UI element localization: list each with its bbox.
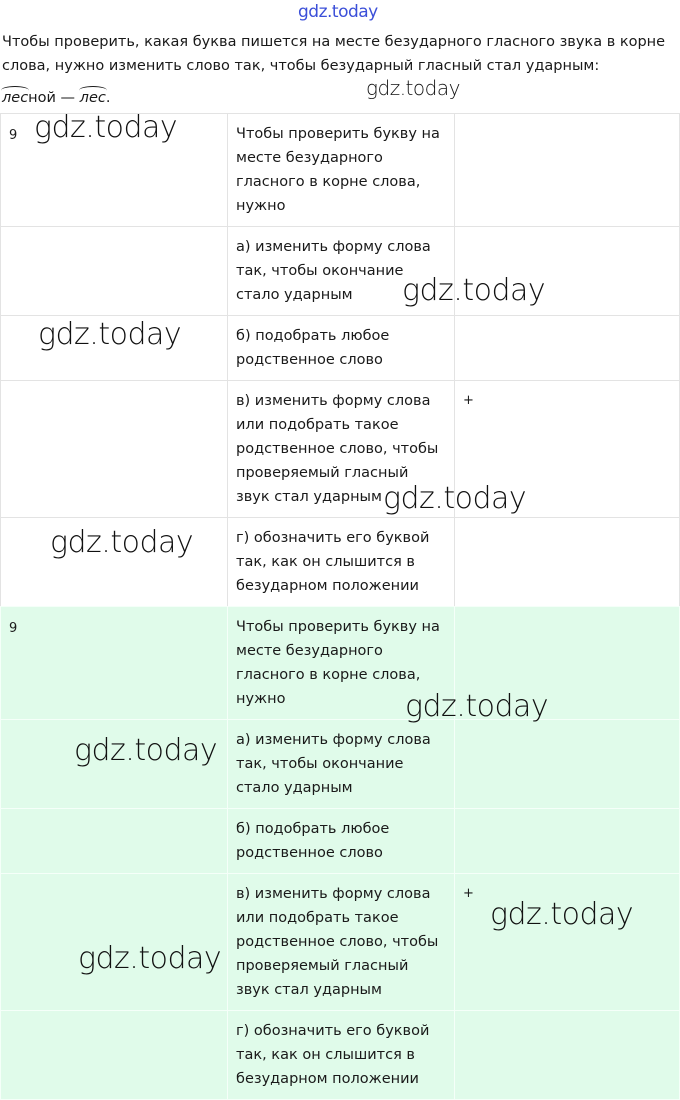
answer-mark — [455, 720, 680, 809]
question-number: 9 — [1, 114, 228, 227]
answer-mark — [455, 227, 680, 316]
watermark: gdz.today — [34, 110, 178, 145]
answer-mark: + — [455, 874, 680, 1011]
watermark: gdz.today — [405, 689, 549, 724]
table-row — [1, 720, 680, 809]
table-row — [1, 316, 680, 381]
site-logo[interactable]: gdz.today — [298, 2, 378, 22]
watermark: gdz.today — [402, 273, 546, 308]
quiz-table-1 — [0, 113, 680, 607]
empty-cell — [1, 874, 228, 1011]
option-v: в) изменить форму слова или подобрать такое родственное слово, чтобы проверяемый гласный звук стал ударным — [228, 381, 455, 518]
option-g: г) обозначить его буквой так, как он слышится в безударном положении — [228, 518, 455, 607]
watermark: gdz.today — [490, 897, 634, 932]
example-suffix: ной — [28, 90, 56, 106]
table-row — [1, 114, 680, 227]
watermark: gdz.today — [78, 941, 222, 976]
empty-cell — [1, 1011, 228, 1100]
watermark: gdz.today — [50, 525, 194, 560]
table-row — [1, 227, 680, 316]
answer-mark — [455, 809, 680, 874]
question-text: Чтобы проверить букву на месте безударного гласного в корне слова, нужно — [228, 607, 455, 720]
watermark: gdz.today — [74, 733, 218, 768]
answer-mark: + — [455, 381, 680, 518]
option-a: а) изменить форму слова так, чтобы окончание стало ударным — [228, 720, 455, 809]
option-b: б) подобрать любое родственное слово — [228, 809, 455, 874]
option-a: а) изменить форму слова так, чтобы окончание стало ударным — [228, 227, 455, 316]
empty-cell — [1, 316, 228, 381]
watermark: gdz.today — [383, 481, 527, 516]
empty-cell — [1, 720, 228, 809]
option-b: б) подобрать любое родственное слово — [228, 316, 455, 381]
root-mark-2: лес — [79, 90, 106, 106]
empty-cell — [1, 381, 228, 518]
root-mark-1: лес — [2, 90, 29, 106]
table-row — [1, 1011, 680, 1100]
table-row — [1, 518, 680, 607]
option-v: в) изменить форму слова или подобрать такое родственное слово, чтобы проверяемый гласный звук стал ударным — [228, 874, 455, 1011]
answer-mark-cell — [455, 607, 680, 720]
answer-mark — [455, 316, 680, 381]
answer-mark — [455, 518, 680, 607]
intro-paragraph: Чтобы проверить, какая буква пишется на месте безударного гласного звука в корне слова, нужно изменить слово так, чтобы безударный гласный стал ударным: — [2, 34, 666, 74]
example-dash: — — [55, 90, 80, 106]
example-end: . — [105, 90, 111, 106]
watermark: gdz.today — [366, 76, 460, 100]
empty-cell — [1, 227, 228, 316]
table-row — [1, 607, 680, 720]
table-row — [1, 381, 680, 518]
empty-cell — [1, 809, 228, 874]
example-words — [2, 88, 110, 108]
watermark: gdz.today — [38, 317, 182, 352]
quiz-table-2 — [0, 606, 680, 1100]
empty-cell — [1, 518, 228, 607]
table-row — [1, 874, 680, 1011]
question-number: 9 — [1, 607, 228, 720]
answer-mark — [455, 1011, 680, 1100]
option-g: г) обозначить его буквой так, как он слышится в безударном положении — [228, 1011, 455, 1100]
table-row — [1, 809, 680, 874]
question-text: Чтобы проверить букву на месте безударного гласного в корне слова, нужно — [228, 114, 455, 227]
answer-mark-cell — [455, 114, 680, 227]
